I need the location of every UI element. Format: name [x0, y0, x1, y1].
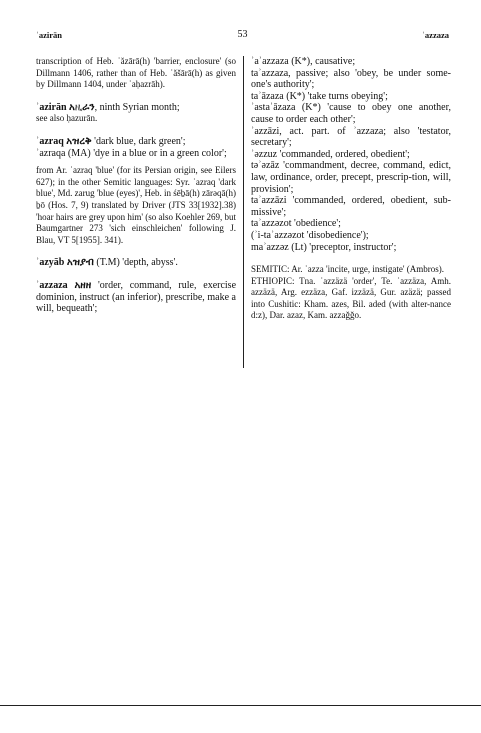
geez-azraq: አዝረቅ [66, 135, 92, 147]
def-azzaza: 'order, command, rule, exercise dominion, instruct (an inferior), prescribe, make a will, bequeath'; [36, 279, 237, 315]
subentry-8: taʾazzāzi 'commanded, ordered, obedient, sub-missive'; [251, 195, 451, 218]
lemma-azraq: ʾazraq [36, 135, 64, 147]
subentry-7: təʾəzāz 'commandment, decree, command, edict, law, ordinance, order, precept, prescrip-tion, will, provision'; [251, 160, 451, 195]
bottom-rule [0, 705, 481, 706]
header-right-guideword: ʾazzaza [422, 30, 449, 40]
subentry-2: taʾazzaza, passive; also 'obey, be under some-one's authority'; [251, 67, 451, 91]
semitic-cognates: SEMITIC: Ar. ʾazza 'incite, urge, instigate' (Ambros). [251, 264, 445, 275]
left-column [36, 56, 236, 315]
page-number: 53 [237, 29, 248, 40]
header-left-guideword: ʾazirān [36, 30, 62, 40]
entry-azyab [36, 257, 236, 269]
lemma-aziran: ʾazirān [36, 101, 67, 113]
column-divider [243, 56, 244, 368]
see-also-aziran: see also ḥazurān. [36, 113, 98, 124]
lemma-azzaza: ʾazzaza [36, 279, 68, 291]
subentry-1: ʾaʾazzaza (K*), causative; [251, 56, 356, 67]
lemma-azyab: ʾazyāb [36, 257, 65, 269]
def-azyab: (T.M) 'depth, abyss'. [93, 257, 178, 269]
subentry-5: ʾazzāzi, act. part. of ʾazzaza; also 'testator, secretary'; [251, 125, 451, 149]
running-header [36, 30, 449, 44]
right-column [251, 56, 451, 322]
subentry-azraqa: ʾazraqa (MA) 'dye in a blue or in a green color'; [36, 147, 227, 159]
continuation-paragraph: transcription of Heb. ʿăzārā(h) 'barrier, enclosure' (so Dillmann 1406, rather than of Heb. ʿăšārā(h) as given by Dillmann 1404, under ʿaḥazrāh). [36, 56, 236, 90]
ethiopic-cognates: ETHIOPIC: Tna. ʾazzäzä 'order', Te. ʾazzäza, Amh. azzäzä, Arg. ezzäza, Gaf. izzäzä, Gur. azäzä; passed into Cushitic: Kham. azes, Bil. aded (with alter-nance d:z), Dar. azaz, Kam. azzaǧǧo. [251, 275, 451, 321]
entry-aziran [36, 102, 236, 114]
def-aziran: , ninth Syrian month; [94, 101, 180, 113]
subentry-9: taʾazzəzot 'obedience'; [251, 218, 341, 230]
subentry-3: taʾāzaza (K*) 'take turns obeying'; [251, 90, 388, 102]
geez-aziran: አዚራን [69, 101, 95, 113]
subentry-4: ʾastaʾāzaza (K*) 'cause to obey one another, cause to order each other'; [251, 102, 451, 125]
geez-azyab: አዝያብ [66, 257, 94, 269]
entry-azraq [36, 136, 236, 148]
subentry-11: maʾazzəz (Lt) 'preceptor, instructor'; [251, 241, 397, 253]
def-azraq: 'dark blue, dark green'; [91, 135, 186, 147]
entry-azzaza [36, 280, 236, 315]
geez-azzaza: አዘዘ [74, 279, 92, 291]
etymology-azraq: from Ar. ʾazraq 'blue' (for its Persian origin, see Eilers 627); in the other Semitic languages: Syr. ʾazraq 'dark blue', Md. zarug 'blue (eyes)', Heb. in śēḇā(h) zārəqā(h) ḇō (Hos. 7, 9) translated by Driver (JTS 33[1932].38) 'hoar hairs are grey upon him' (so also Koehler 269, but Baumgartner 273 'sich einschleichen' following J. Blau, VT 5[1955]. 341). [36, 165, 236, 245]
subentry-10: (ʾi-taʾazzəzot 'disobedience'); [251, 229, 369, 241]
subentry-6: ʾəzzuz 'commanded, ordered, obedient'; [251, 148, 410, 160]
